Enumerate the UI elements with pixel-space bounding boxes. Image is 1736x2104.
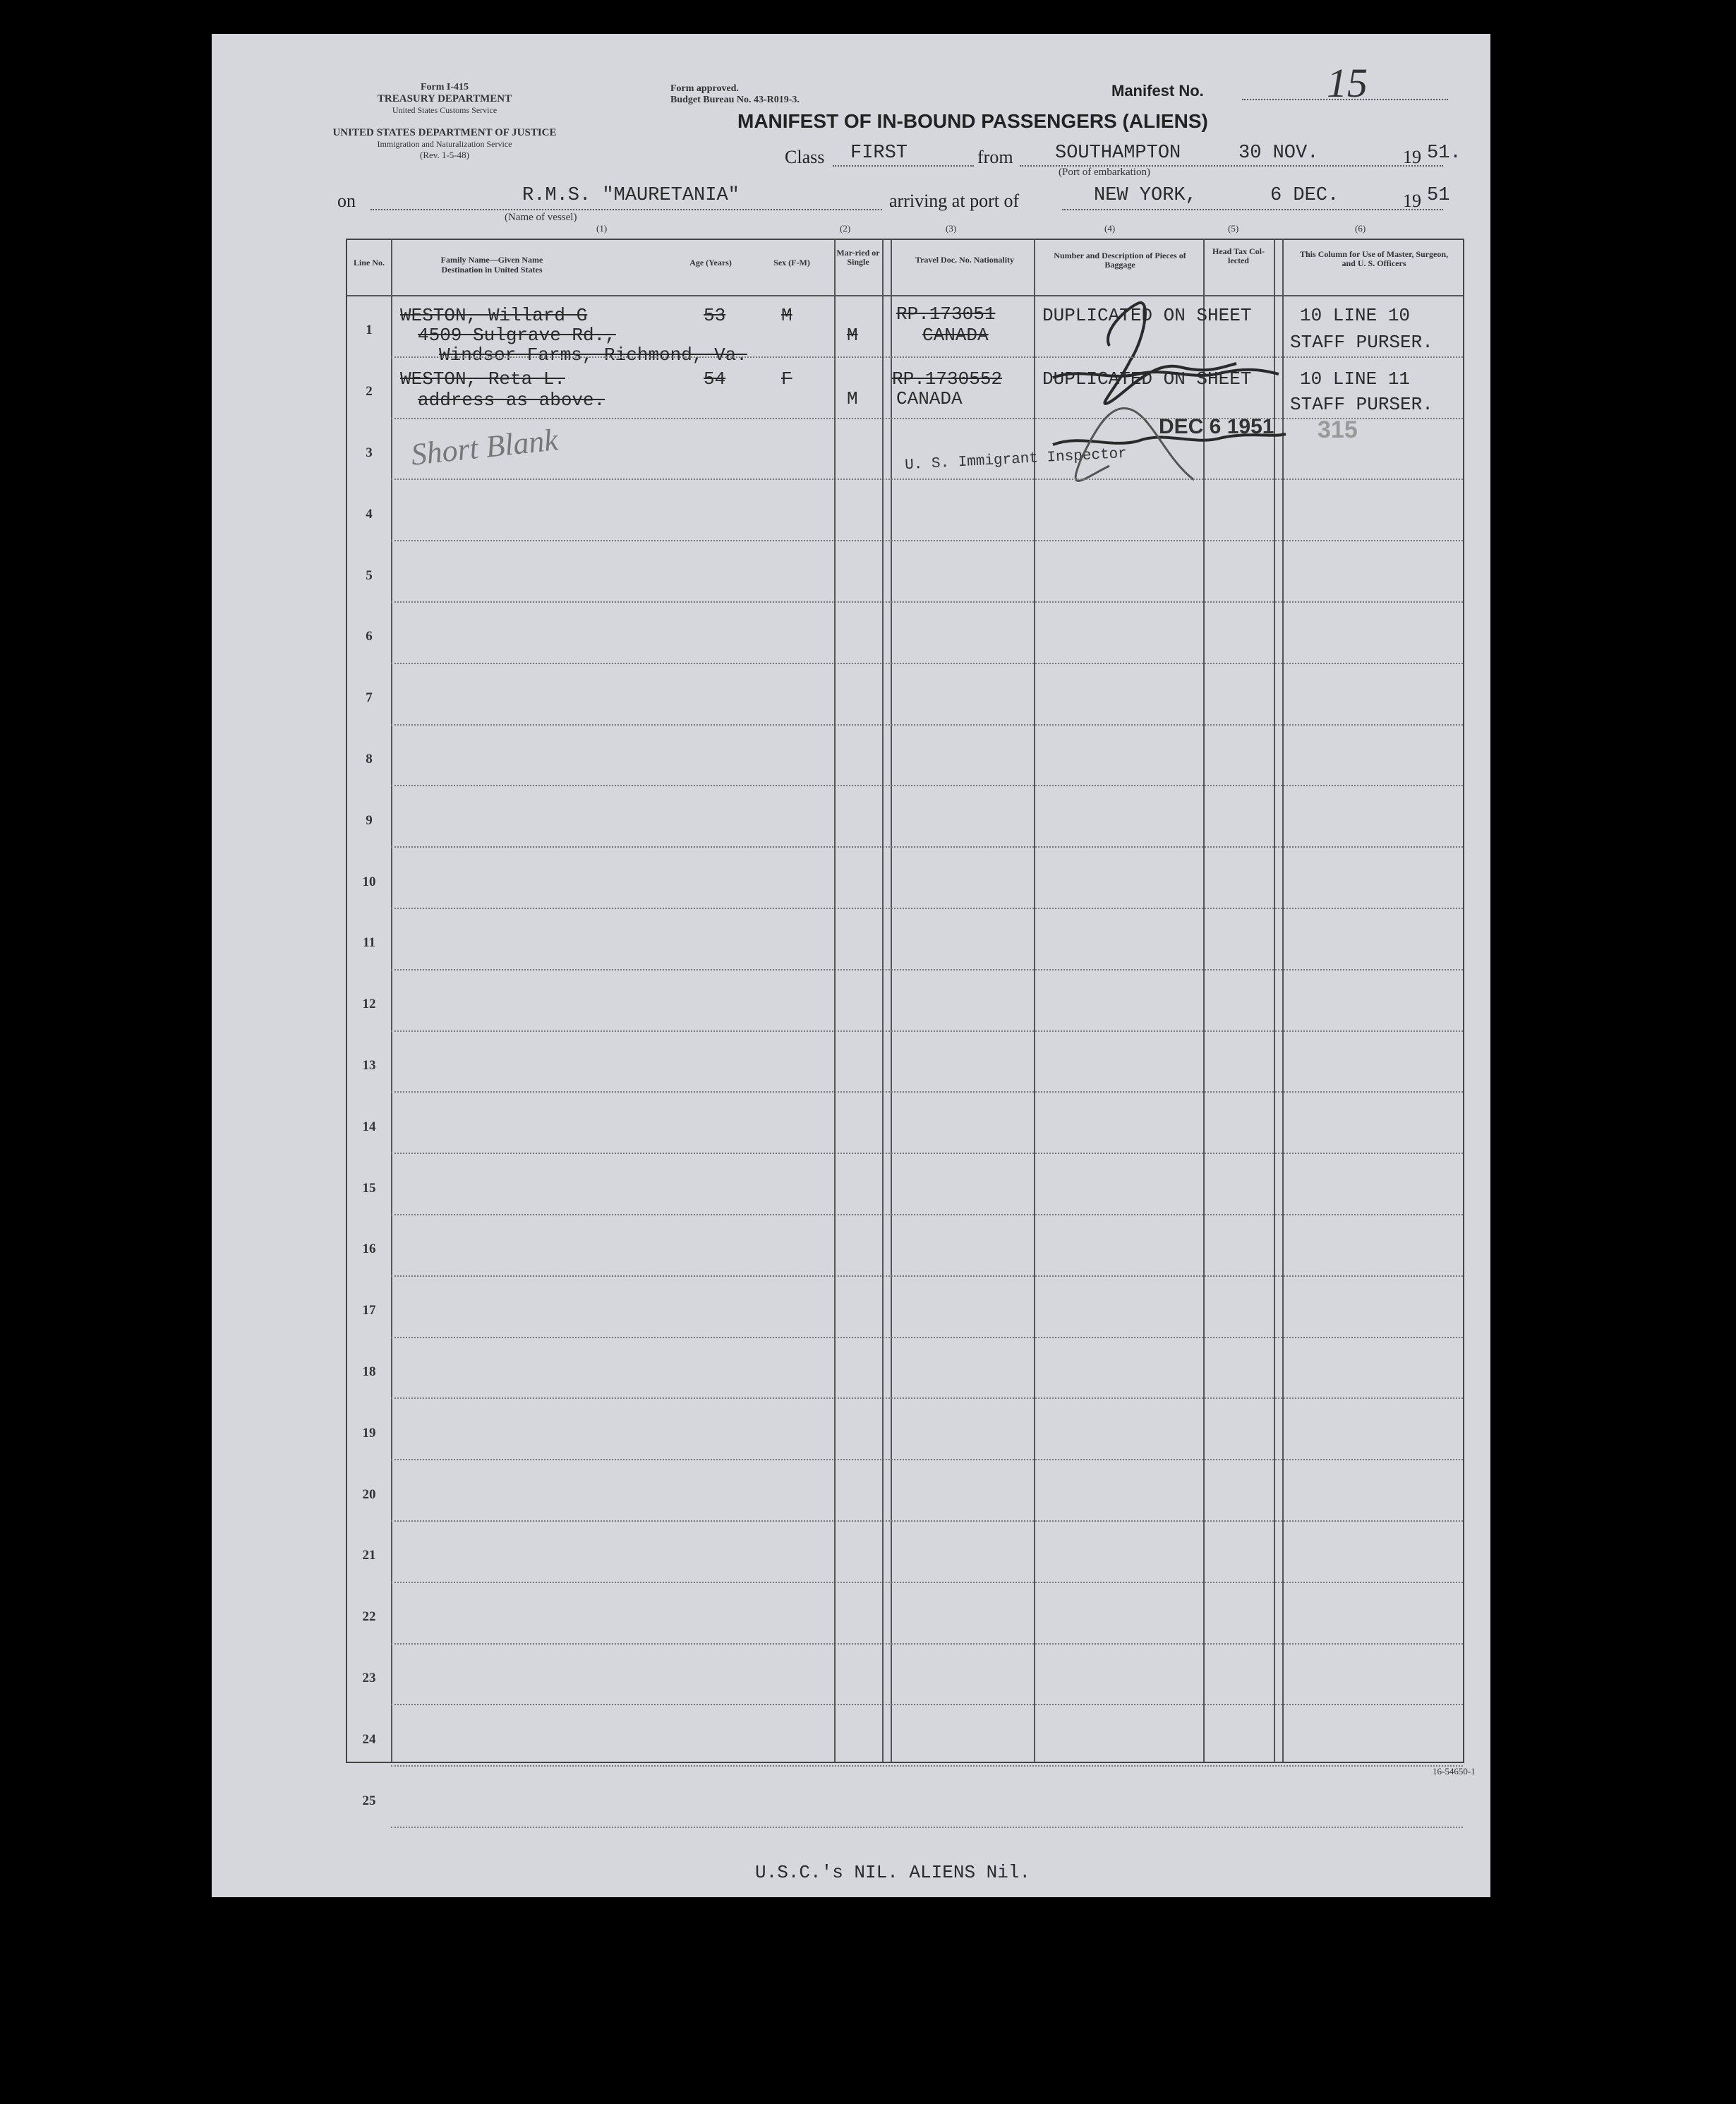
arrival-date: 6 DEC.: [1270, 185, 1339, 206]
depart-date: 30 NOV.: [1238, 143, 1319, 164]
row-separator: [391, 724, 1463, 726]
p2-address: address as above.: [418, 390, 605, 411]
line-number: 18: [362, 1364, 376, 1379]
row-separator: [391, 1827, 1463, 1828]
p1-marital-status: M: [847, 325, 858, 346]
column-divider: [391, 240, 392, 1762]
line-number: 9: [366, 812, 373, 828]
line-number: 16: [362, 1242, 376, 1257]
form-number: Form I-415: [420, 82, 469, 92]
line-number: 11: [363, 935, 375, 951]
p1-address-line1: 4509 Sulgrave Rd.,: [418, 325, 616, 346]
doj-block: [332, 127, 557, 161]
treasury-label: TREASURY DEPARTMENT: [377, 93, 512, 104]
row-separator: [391, 601, 1463, 603]
handwritten-note: Short Blank: [409, 422, 560, 472]
row-separator: [391, 1153, 1463, 1154]
header-sex: Sex (F-M): [773, 258, 810, 267]
p1-age: 53: [704, 305, 726, 326]
line-number: 23: [362, 1671, 376, 1685]
footer-summary: U.S.C.'s NIL. ALIENS Nil.: [755, 1862, 1031, 1883]
stamp-number: 315: [1318, 416, 1358, 443]
row-separator: [391, 1520, 1463, 1522]
header-married: Mar-ried or Single: [836, 248, 880, 267]
on-label: on: [337, 191, 356, 211]
column-number: (1): [596, 223, 608, 234]
column-number: (3): [946, 223, 957, 234]
line-number: 4: [366, 506, 373, 522]
row-separator: [391, 479, 1463, 480]
vessel-line: [370, 209, 882, 210]
budget-label: Budget Bureau No. 43-R019-3.: [670, 95, 800, 105]
line-number: 8: [366, 752, 373, 767]
row-separator: [391, 418, 1463, 419]
form-code: 16-54650-1: [1433, 1766, 1476, 1777]
row-separator: [391, 1765, 1463, 1767]
line-number: 5: [366, 567, 373, 583]
row-separator: [391, 1275, 1463, 1277]
header-family-name: Family Name—Given Name: [440, 255, 543, 265]
line-number: 7: [366, 690, 373, 706]
row-separator: [391, 1091, 1463, 1093]
p1-officer-note: 10 LINE 10: [1300, 305, 1411, 326]
column-number: (4): [1104, 223, 1116, 234]
p2-sex: F: [781, 368, 792, 390]
line-number: 10: [362, 874, 376, 889]
line-number: 25: [362, 1793, 376, 1808]
line-number: 15: [362, 1180, 376, 1196]
class-value: FIRST: [850, 143, 908, 164]
row-separator: [391, 1214, 1463, 1215]
row-separator: [391, 1643, 1463, 1645]
row-separator: [391, 1397, 1463, 1399]
p1-name: WESTON, Willard G: [400, 305, 588, 326]
line-number: 19: [362, 1425, 376, 1441]
header-age: Age (Years): [689, 258, 732, 267]
depart-year-prefix: 19: [1403, 147, 1421, 167]
p2-baggage: DUPLICATED ON SHEET: [1042, 368, 1252, 390]
header-baggage: Number and Description of Pieces of Baggage: [1054, 251, 1186, 270]
p2-name: WESTON, Reta L.: [400, 368, 566, 390]
line-number: 17: [362, 1303, 376, 1318]
p2-age: 54: [704, 368, 726, 390]
line-number: 22: [362, 1609, 376, 1625]
row-separator: [391, 908, 1463, 909]
line-number: 6: [366, 629, 373, 644]
row-separator: [391, 1030, 1463, 1032]
p1-officer-note: STAFF PURSER.: [1290, 332, 1433, 353]
line-number: 14: [362, 1119, 376, 1134]
vessel-note: (Name of vessel): [505, 212, 577, 223]
arrival-year: 51: [1427, 185, 1450, 206]
header-line-no: Line No.: [353, 258, 385, 267]
row-separator: [391, 969, 1463, 970]
line-number: 1: [366, 323, 373, 338]
approval-block: [670, 83, 800, 106]
p2-nationality: CANADA: [896, 388, 963, 409]
form-id-block: [332, 82, 557, 116]
line-number: 13: [362, 1058, 376, 1073]
manifest-sheet: [212, 34, 1490, 1897]
page-title: MANIFEST OF IN-BOUND PASSENGERS (ALIENS): [737, 110, 1208, 132]
from-value: SOUTHAMPTON: [1055, 143, 1181, 164]
p1-nationality: CANADA: [922, 325, 989, 346]
row-separator: [391, 846, 1463, 848]
class-line: [833, 165, 974, 167]
line-number: 21: [362, 1548, 376, 1563]
line-number: 20: [362, 1486, 376, 1502]
arrival-line: [1062, 209, 1443, 210]
row-separator: [391, 1337, 1463, 1338]
p1-sex: M: [781, 305, 792, 326]
line-number: 3: [366, 445, 373, 460]
column-number: (6): [1355, 223, 1366, 234]
column-number: (2): [840, 223, 851, 234]
approved-label: Form approved.: [670, 83, 739, 94]
vessel-name: R.M.S. "MAURETANIA": [522, 185, 740, 206]
doj-label: UNITED STATES DEPARTMENT OF JUSTICE: [332, 127, 557, 138]
row-separator: [391, 540, 1463, 541]
header-travel-doc: Travel Doc. No. Nationality: [915, 255, 1015, 265]
line-number: 24: [362, 1731, 376, 1747]
header-destination: Destination in United States: [441, 265, 543, 275]
manifest-label: Manifest No.: [1111, 82, 1204, 100]
row-separator: [391, 663, 1463, 664]
row-separator: [391, 785, 1463, 786]
p1-baggage: DUPLICATED ON SHEET: [1042, 305, 1252, 326]
row-separator: [391, 356, 1463, 358]
inspector-stamp: U. S. Immigrant Inspector: [904, 445, 1128, 474]
p1-address-line2: Windsor Farms, Richmond, Va.: [439, 344, 747, 366]
arrival-year-prefix: 19: [1403, 191, 1421, 211]
class-label: Class: [785, 147, 825, 167]
row-separator: [391, 1459, 1463, 1460]
p2-officer-note: STAFF PURSER.: [1290, 394, 1433, 415]
p1-travel-doc: RP.173051: [896, 303, 996, 325]
date-stamp: DEC 6 1951: [1159, 415, 1274, 438]
customs-label: United States Customs Service: [392, 105, 498, 115]
header-officers: This Column for Use of Master, Surgeon, and U. S. Officers: [1299, 249, 1448, 268]
p2-officer-note: 10 LINE 11: [1300, 368, 1411, 390]
arrival-port: NEW YORK,: [1094, 185, 1197, 206]
p2-marital-status: M: [847, 388, 858, 409]
column-number: (5): [1228, 223, 1239, 234]
header-head-tax: Head Tax Col-lected: [1212, 246, 1265, 265]
arriving-label: arriving at port of: [889, 191, 1020, 211]
from-label: from: [977, 147, 1013, 167]
row-separator: [391, 1704, 1463, 1705]
ins-label: Immigration and Naturalization Service: [377, 139, 512, 149]
manifest-number: 15: [1327, 60, 1368, 106]
port-embark-note: (Port of embarkation): [1059, 167, 1150, 178]
row-separator: [391, 1582, 1463, 1583]
rev-label: (Rev. 1-5-48): [420, 150, 469, 160]
line-number: 2: [366, 384, 373, 399]
depart-year: 51.: [1427, 143, 1461, 164]
inspector-signature: [714, 247, 1293, 494]
line-number: 12: [362, 997, 376, 1012]
p2-travel-doc: RP.1730552: [892, 368, 1003, 390]
